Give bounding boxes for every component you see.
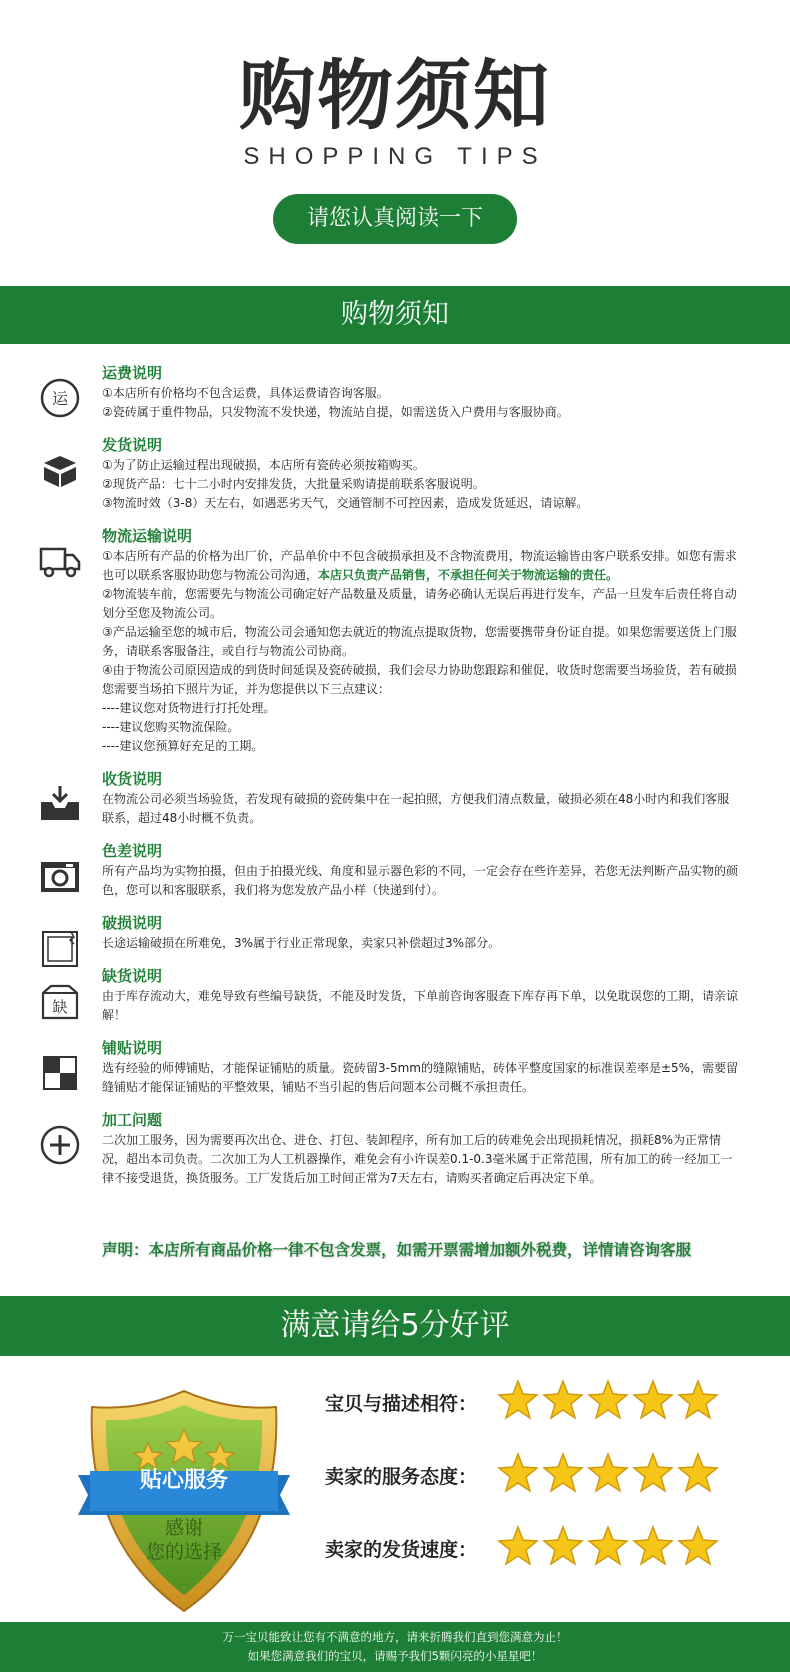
star-row[interactable]: [497, 1379, 722, 1423]
section-line: 所有产品均为实物拍摄，但由于拍摄光线、角度和显示器色彩的不同，一定会存在些许差异，若您无法判断产品实物的颜色，您可以和客服联系，我们将为您发放产品小样（快递到付）。: [102, 864, 739, 897]
star-icon[interactable]: [677, 1452, 719, 1494]
shield-icon: [78, 1385, 290, 1617]
star-icon[interactable]: [632, 1525, 674, 1567]
hero-subtitle: SHOPPING TIPS: [243, 143, 547, 170]
section-line: ④由于物流公司原因造成的到货时间延误及瓷砖破损，我们会尽力协助您跟踪和催促，收货时您需要当场验货，若有破损您需要当场拍下照片为证，并为您提供以下三点建议：: [102, 663, 737, 696]
star-icon[interactable]: [542, 1452, 584, 1494]
section-line: ③产品运输至您的城市后，物流公司会通知您去就近的物流点提取货物，您需要携带身份证自提。如果您需要送货上门服务，请联系客服备注，或自行与物流公司协商。: [102, 625, 737, 658]
section-line: ----建议您对货物进行打托处理。: [102, 701, 276, 715]
plus-circle-icon: [38, 1123, 82, 1167]
tips-sections: [0, 362, 790, 1200]
hero: [0, 0, 790, 286]
rating-label: 宝贝与描述相符：: [325, 1393, 478, 1415]
badge-label: 贴心服务: [139, 1468, 228, 1493]
star-icon[interactable]: [632, 1452, 674, 1494]
camera-icon: [38, 854, 82, 898]
read-carefully-button[interactable]: 请您认真阅读一下: [273, 194, 517, 244]
section-line: 长途运输破损在所难免，3%属于行业正常现象，卖家只补偿超过3%部分。: [102, 936, 501, 950]
receive-tray-icon: [38, 782, 82, 826]
section-title: 加工问题: [102, 1111, 163, 1129]
star-row[interactable]: [497, 1452, 722, 1496]
star-icon[interactable]: [677, 1379, 719, 1421]
star-icon[interactable]: [632, 1379, 674, 1421]
rating-label: 卖家的发货速度：: [325, 1539, 478, 1561]
section-title: 破损说明: [102, 914, 163, 932]
box-icon: [38, 448, 82, 492]
section-line: ③物流时效（3-8）天左右，如遇恶劣天气，交通管制不可控因素，造成发货延迟，请谅解。: [102, 496, 589, 510]
shortage-icon: [38, 979, 82, 1023]
section-line: 选有经验的师傅铺贴，才能保证铺贴的质量。瓷砖留3-5mm的缝隙铺贴，砖体平整度国家的标准误差率是±5%，需要留缝铺贴才能保证铺贴的平整效果，铺贴不当引起的售后问题本公司概不承担责任。: [102, 1061, 739, 1094]
section-processing: [0, 1109, 790, 1188]
star-row[interactable]: [497, 1525, 722, 1569]
section-shortage: [0, 965, 790, 1025]
star-icon[interactable]: [542, 1379, 584, 1421]
section-title: 铺贴说明: [102, 1039, 163, 1057]
section-line: 在物流公司必须当场验货，若发现有破损的瓷砖集中在一起拍照，方便我们清点数量，破损必须在48小时内和我们客服联系，超过48小时概不负责。: [102, 792, 730, 825]
rating-shipping-speed: [325, 1525, 745, 1569]
invoice-notice: 声明：本店所有商品价格一律不包含发票，如需开票需增加额外税费，详情请咨询客服: [102, 1241, 692, 1259]
section-line: 二次加工服务，因为需要再次出仓、进仓、打包、装卸程序，所有加工后的砖难免会出现损耗情况，损耗8%为正常情况，超出本司负责。二次加工为人工机器操作，难免会有小许误差0.1-0.3毫米属于正常范围，所有加工的砖一经加工一律不接受退货，换货服务。工厂发货后加工时间正常为7天左右，请购买者确定后再决定下单。: [102, 1133, 733, 1185]
section-line: ②现货产品：七十二小时内安排发货，大批量采购请提前联系客服说明。: [102, 477, 485, 491]
star-icon[interactable]: [497, 1379, 539, 1421]
section-line: ①本店所有产品的价格为出厂价，产品单价中不包含破损承担及不含物流费用，物流运输皆由客户联系安排。如您有需求也可以联系客服协助您与物流公司沟通，本店只负责产品销售，不承担任何关于物流运输的责任。: [102, 549, 737, 582]
star-icon[interactable]: [677, 1525, 719, 1567]
section-title: 运费说明: [102, 364, 163, 382]
rating-service-attitude: [325, 1452, 745, 1496]
section-line: ①本店所有价格均不包含运费，具体运费请咨询客服。: [102, 386, 389, 400]
rating-description-match: [325, 1379, 745, 1423]
section-line: ----建议您预算好充足的工期。: [102, 739, 264, 753]
section-title: 色差说明: [102, 842, 163, 860]
section-damage: [0, 912, 790, 953]
svg-text:运: 运: [51, 389, 69, 408]
section-line: 由于库存流动大，难免导致有些编号缺货，不能及时发货，下单前咨询客服查下库存再下单，以免耽误您的工期，请亲谅解！: [102, 989, 739, 1022]
footer: [0, 1622, 790, 1672]
section-delivery: [0, 434, 790, 513]
section-title: 物流运输说明: [102, 527, 193, 545]
badge-your-choice: 您的选择: [145, 1541, 222, 1563]
section-tiling: [0, 1037, 790, 1097]
shipping-fee-icon: [38, 376, 82, 420]
rating-label: 卖家的服务态度：: [325, 1466, 478, 1488]
svg-text:缺: 缺: [52, 998, 68, 1016]
section-title: 缺货说明: [102, 967, 163, 985]
service-badge: [78, 1385, 290, 1617]
star-icon[interactable]: [542, 1525, 584, 1567]
broken-tile-icon: [38, 926, 82, 970]
section-logistics: [0, 525, 790, 756]
star-icon[interactable]: [587, 1452, 629, 1494]
section-line: ①为了防止运输过程出现破损，本店所有瓷砖必须按箱购买。: [102, 458, 425, 472]
section-line: ②物流装车前，您需要先与物流公司确定好产品数量及质量，请务必确认无误后再进行发车，产品一旦发车后责任将自动划分至您及物流公司。: [102, 587, 737, 620]
star-icon[interactable]: [587, 1379, 629, 1421]
footer-line: 如果您满意我们的宝贝，请赐予我们5颗闪亮的小星星吧！: [247, 1649, 543, 1663]
star-icon[interactable]: [497, 1452, 539, 1494]
truck-icon: [38, 539, 82, 583]
footer-line: 万一宝贝能致让您有不满意的地方，请来折腾我们直到您满意为止！: [222, 1630, 568, 1644]
badge-thanks: 感谢: [164, 1517, 203, 1539]
section-title: 收货说明: [102, 770, 163, 788]
section-shipping-fee: [0, 362, 790, 422]
star-icon[interactable]: [497, 1525, 539, 1567]
section-band-shopping-tips: 购物须知: [0, 286, 790, 344]
star-icon[interactable]: [587, 1525, 629, 1567]
section-receiving: [0, 768, 790, 828]
section-color-difference: [0, 840, 790, 900]
section-band-rating: 满意请给5分好评: [0, 1296, 790, 1356]
tiling-icon: [38, 1051, 82, 1095]
hero-title: 购物须知: [239, 51, 551, 140]
section-line: ----建议您购买物流保险。: [102, 720, 240, 734]
responsibility-highlight: 本店只负责产品销售，不承担任何关于物流运输的责任。: [318, 568, 619, 582]
section-title: 发货说明: [102, 436, 163, 454]
section-line: ②瓷砖属于重件物品，只发物流不发快递，物流站自提，如需送货入户费用与客服协商。: [102, 405, 569, 419]
